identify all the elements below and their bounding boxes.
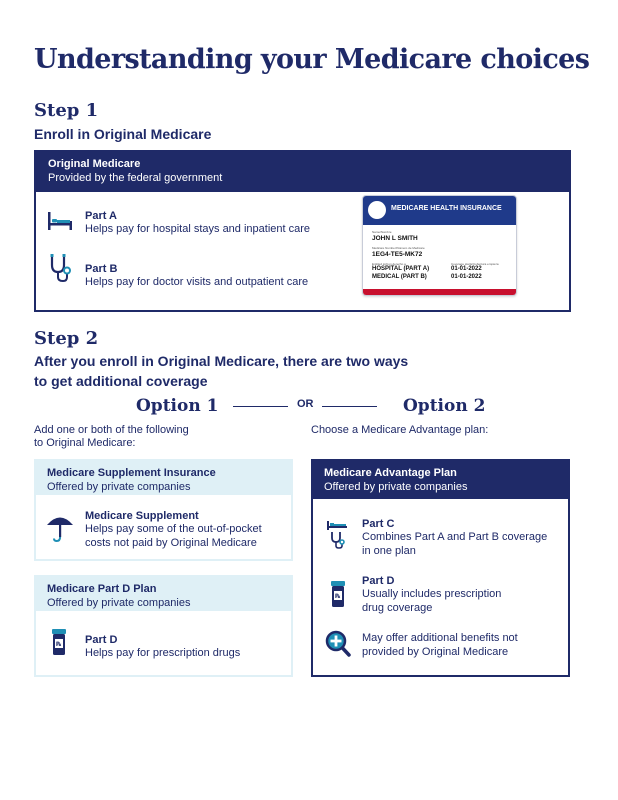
ma-part-d-desc-line1: Usually includes prescription (362, 588, 502, 600)
extra-benefits-desc-line2: provided by Original Medicare (362, 645, 509, 658)
card-name-label: Name/Nombre (372, 230, 392, 234)
part-b-desc: Helps pay for doctor visits and outpatient care (85, 276, 309, 288)
part-d-plan-item-desc: Helps pay for prescription drugs (85, 647, 241, 659)
part-c-desc-line2: in one plan (362, 544, 416, 557)
or-divider-left (233, 406, 288, 407)
option2-intro: Choose a Medicare Advantage plan: (311, 424, 489, 436)
card-hospital-part: HOSPITAL (PART A) (372, 266, 430, 272)
option1-intro-line1: Add one or both of the following (34, 424, 189, 436)
ma-part-d-item (362, 574, 501, 615)
card-name: JOHN L SMITH (372, 235, 418, 242)
medicare-supplement-box-subtitle: Offered by private companies (47, 481, 191, 493)
step2-title: Step 2 (34, 328, 99, 349)
card-hospital-date: 01-01-2022 (451, 266, 482, 272)
option2-title: Option 2 (403, 396, 486, 416)
medicare-supplement-desc-line1: Helps pay some of the out-of-pocket (85, 523, 262, 535)
medicare-supplement-title: Medicare Supplement (85, 510, 199, 522)
part-d-plan-box-subtitle: Offered by private companies (47, 597, 191, 609)
card-number: 1EG4-TE5-MK72 (372, 251, 423, 258)
svg-text:℞: ℞ (56, 641, 62, 648)
medicare-advantage-box-subtitle: Offered by private companies (324, 481, 468, 493)
part-c-item (362, 517, 547, 558)
part-a-item (85, 209, 310, 237)
ma-part-d-title: Part D (362, 575, 395, 587)
part-b-title: Part B (85, 263, 118, 275)
card-coverage-label: Coverage starts/Cobertura empieza (451, 262, 499, 266)
hhs-logo-icon (368, 201, 386, 219)
bed-stethoscope-icon (326, 520, 350, 550)
or-label: OR (297, 398, 314, 410)
part-a-title: Part A (85, 210, 117, 222)
ma-part-d-desc-line2: drug coverage (362, 601, 433, 614)
medicare-card-title: MEDICARE HEALTH INSURANCE (391, 205, 502, 212)
part-c-title: Part C (362, 518, 395, 530)
card-entitled-label: Entitled to/Con derecho a (372, 262, 406, 266)
part-c-desc-line1: Combines Part A and Part B coverage (362, 531, 548, 543)
original-medicare-header (36, 152, 569, 192)
svg-text:℞: ℞ (335, 593, 341, 600)
option1-title: Option 1 (136, 396, 219, 416)
medicare-supplement-desc-line2: costs not paid by Original Medicare (85, 536, 257, 549)
part-d-plan-header (36, 577, 291, 611)
original-medicare-subtitle: Provided by the federal government (48, 172, 223, 184)
stethoscope-icon (48, 253, 72, 283)
part-d-plan-item (85, 633, 240, 661)
step2-subtitle-line1: After you enroll in Original Medicare, there are two ways (34, 353, 409, 369)
medicare-card-image (362, 195, 517, 296)
or-divider-right (322, 406, 377, 407)
option1-intro-line2: to Original Medicare: (34, 437, 136, 449)
card-medical-date: 01-01-2022 (451, 274, 482, 280)
part-a-desc: Helps pay for hospital stays and inpatient care (85, 223, 311, 235)
card-number-label: Medicare Number/Número de Medicare (372, 246, 425, 250)
prescription-bottle-icon (329, 580, 347, 608)
page-title: Understanding your Medicare choices (34, 44, 590, 75)
part-d-plan-item-title: Part D (85, 634, 118, 646)
medicare-advantage-box-title: Medicare Advantage Plan (324, 467, 457, 479)
part-b-item (85, 262, 308, 290)
part-d-plan-box (34, 575, 293, 677)
medicare-supplement-item (85, 509, 262, 550)
extra-benefits-desc-line1: May offer additional benefits not (362, 632, 518, 644)
part-d-plan-box-title: Medicare Part D Plan (47, 583, 157, 595)
card-medical-part: MEDICAL (PART B) (372, 274, 427, 280)
medicare-advantage-header (313, 461, 568, 499)
step1-subtitle: Enroll in Original Medicare (34, 126, 212, 142)
step2-subtitle-line2: to get additional coverage (34, 373, 208, 389)
magnifier-plus-icon (325, 630, 351, 658)
extra-benefits-item (362, 632, 518, 659)
card-red-stripe (363, 289, 516, 295)
hospital-bed-icon (46, 210, 74, 232)
step1-title: Step 1 (34, 100, 99, 121)
umbrella-icon (45, 511, 75, 543)
medicare-card-header (363, 196, 516, 225)
medicare-supplement-header (36, 461, 291, 495)
original-medicare-title: Original Medicare (48, 158, 141, 170)
prescription-bottle-icon (50, 628, 68, 656)
medicare-supplement-box-title: Medicare Supplement Insurance (47, 467, 216, 479)
